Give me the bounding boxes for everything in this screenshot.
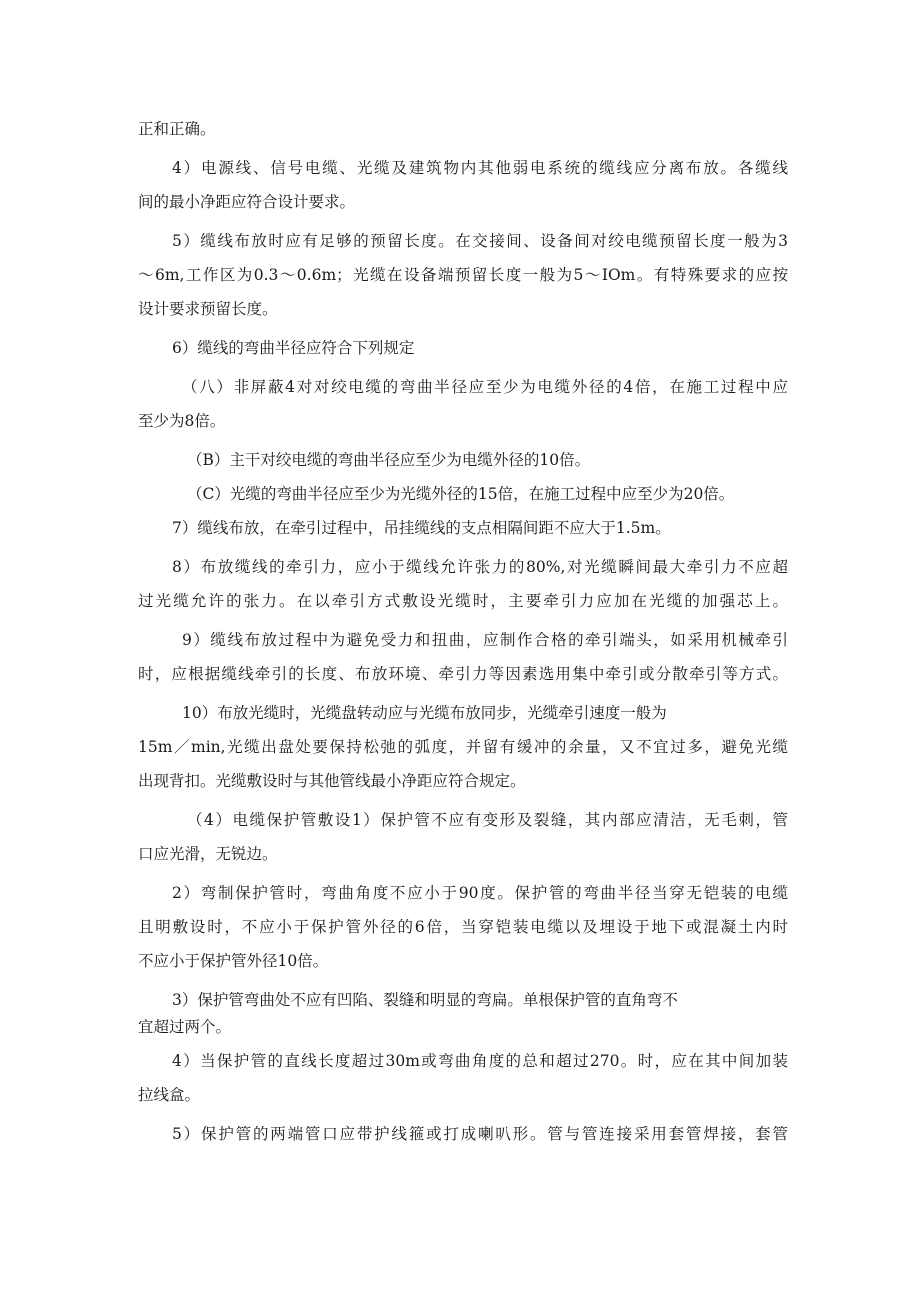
- text-line: 5）缆线布放时应有足够的预留长度。在交接间、设备间对绞电缆预留长度一般为3: [172, 232, 788, 250]
- text-line: 10）布放光缆时，光缆盘转动应与光缆布放同步，光缆牵引速度一般为: [182, 704, 667, 722]
- text-line: 4）电源线、信号电缆、光缆及建筑物内其他弱电系统的缆线应分离布放。各缆线: [172, 159, 788, 177]
- text-line: 15m／min,光缆出盘处要保持松弛的弧度，并留有缓冲的余量，又不宜过多，避免光缆: [138, 738, 788, 756]
- text-line: 5）保护管的两端管口应带护线箍或打成喇叭形。管与管连接采用套管焊接，套管: [172, 1125, 788, 1143]
- text-line: 出现背扣。光缆敷设时与其他管线最小净距应符合规定。: [138, 772, 526, 790]
- text-line: 6）缆线的弯曲半径应符合下列规定: [172, 339, 415, 357]
- text-line: 正和正确。: [138, 120, 216, 138]
- text-line: 过光缆允许的张力。在以牵引方式敷设光缆时，主要牵引力应加在光缆的加强芯上。: [138, 592, 788, 610]
- text-line: 4）当保护管的直线长度超过30m或弯曲角度的总和超过270。时，应在其中间加装: [172, 1052, 788, 1070]
- text-line: 8）布放缆线的牵引力，应小于缆线允许张力的80%,对光缆瞬间最大牵引力不应超: [172, 558, 788, 576]
- text-line: 宜超过两个。: [138, 1018, 232, 1036]
- text-line: 2）弯制保护管时，弯曲角度不应小于90度。保护管的弯曲半径当穿无铠装的电缆: [172, 884, 788, 902]
- text-line: 不应小于保护管外径10倍。: [138, 952, 329, 970]
- text-line: ～6m,工作区为0.3～0.6m；光缆在设备端预留长度一般为5～IOm。有特殊要求的应按: [138, 266, 788, 284]
- text-line: 口应光滑，无锐边。: [138, 845, 278, 863]
- text-line: 7）缆线布放，在牵引过程中，吊挂缆线的支点相隔间距不应大于1.5m。: [172, 519, 671, 537]
- text-line: 设计要求预留长度。: [138, 300, 278, 318]
- text-line: 3）保护管弯曲处不应有凹陷、裂缝和明显的弯扁。单根保护管的直角弯不: [172, 991, 678, 1009]
- text-line: （C）光缆的弯曲半径应至少为光缆外径的15倍，在施工过程中应至少为20倍。: [187, 485, 735, 503]
- text-line: 9）缆线布放过程中为避免受力和扭曲，应制作合格的牵引端头，如采用机械牵引: [182, 631, 788, 649]
- text-line: 间的最小净距应符合设计要求。: [138, 193, 356, 211]
- text-line: 时，应根据缆线牵引的长度、布放环境、牵引力等因素选用集中牵引或分散牵引等方式。: [138, 665, 788, 683]
- text-line: 至少为8倍。: [138, 412, 226, 430]
- text-line: （B）主干对绞电缆的弯曲半径应至少为电缆外径的10倍。: [187, 451, 591, 469]
- text-line: （4）电缆保护管敷设1）保护管不应有变形及裂缝，其内部应清洁，无毛刺，管: [187, 811, 788, 829]
- text-line: （八）非屏蔽4对对绞电缆的弯曲半径应至少为电缆外径的4倍，在施工过程中应: [182, 378, 788, 396]
- text-line: 且明敷设时，不应小于保护管外径的6倍，当穿铠装电缆以及埋设于地下或混凝土内时: [138, 918, 788, 936]
- text-line: 拉线盒。: [138, 1086, 201, 1104]
